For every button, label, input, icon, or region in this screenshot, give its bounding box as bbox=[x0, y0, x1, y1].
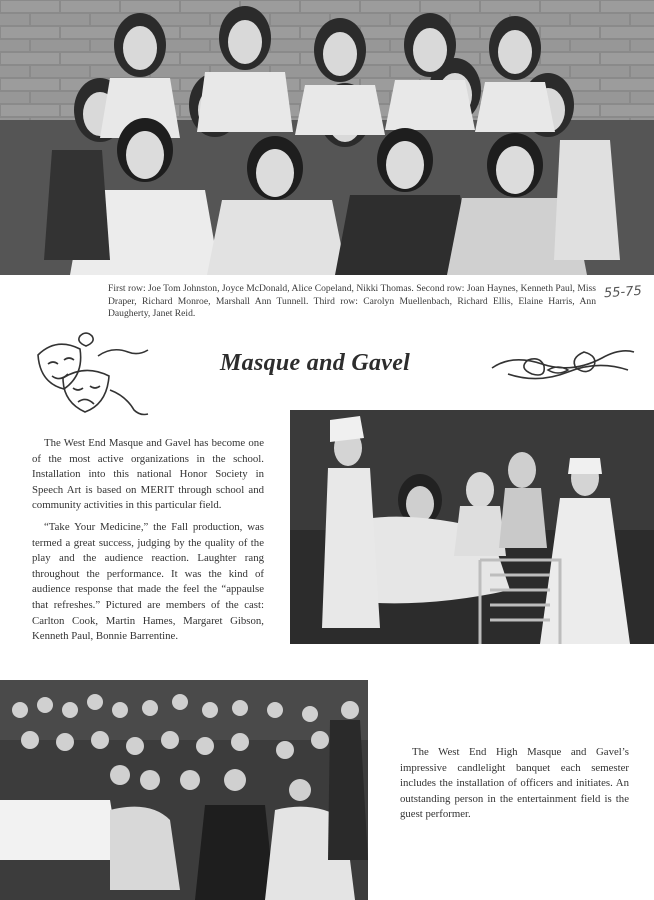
banquet-description: The West End High Masque and Gavel’s impressive candlelight banquet each semester includes the installation of officers and initiates. An outstanding person in the entertainment field is the guest performer. bbox=[400, 746, 629, 821]
photo-caption: First row: Joe Tom Johnston, Joyce McDonald, Alice Copeland, Nikki Thomas. Second row: Joan Haynes, Kenneth Paul, Miss Draper, Richard Monroe, Marshall Ann Tunnell. Third row: Carolyn Muellenbach, Richard Ellis, Elaine Harris, Ann Daugherty, Janet Reid. bbox=[108, 283, 596, 320]
article-body bbox=[32, 436, 264, 651]
banquet-photo bbox=[0, 680, 368, 900]
body-paragraph: “Take Your Medicine,” the Fall production, was termed a great success, judging by the quality of the play and the audience reaction. Laughter rang throughout the performance. It was the kind of audience response that made the feel the “appaulse that refreshes.” Pictured are members of the cast: Carlton Cook, Martin Hames, Margaret Gibson, Kenneth Paul, Bonnie Barrentine. bbox=[32, 520, 264, 643]
handwritten-note: 55-75 bbox=[603, 283, 643, 302]
body-paragraph: The West End Masque and Gavel has become one of the most active organizations in the school. Installation into this national Honor Society in Speech Art is based on MERIT through school and community activities in this particular field. bbox=[32, 437, 264, 512]
section-title: Masque and Gavel bbox=[220, 350, 411, 376]
theater-masks-icon bbox=[28, 330, 163, 422]
flourish-ornament-icon bbox=[488, 344, 638, 386]
play-scene-photo bbox=[290, 410, 654, 644]
group-photo bbox=[0, 0, 654, 275]
